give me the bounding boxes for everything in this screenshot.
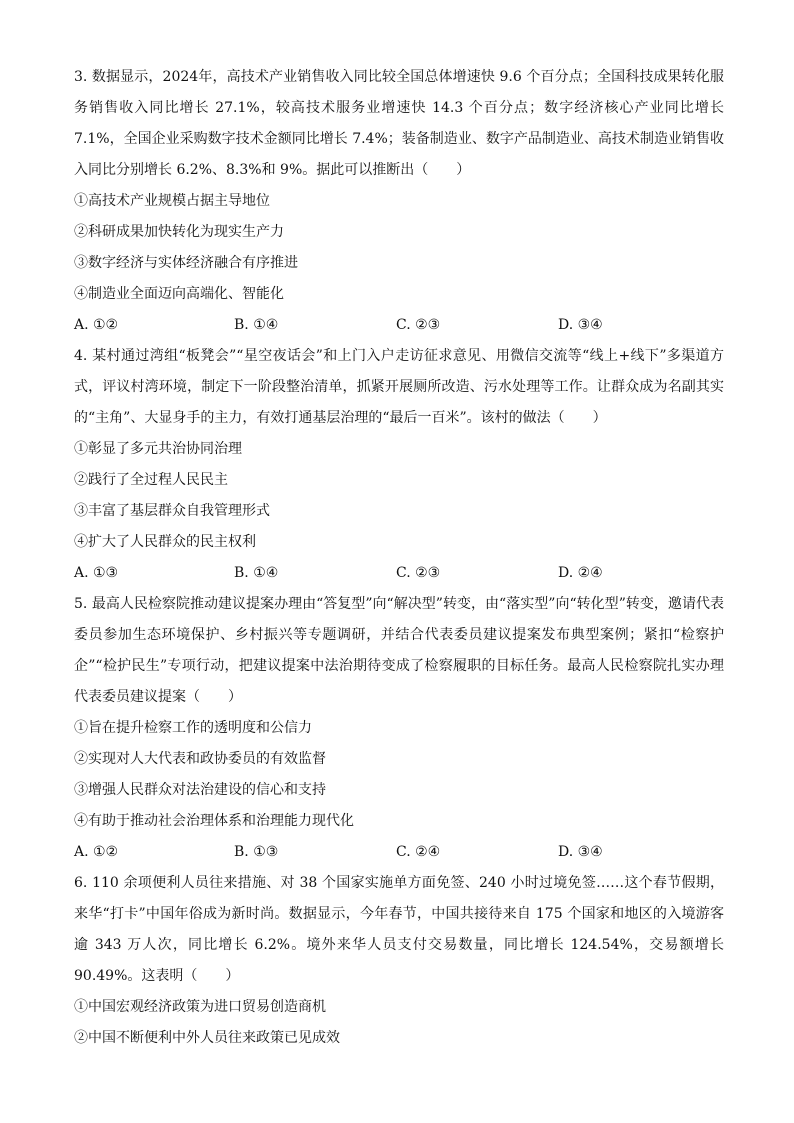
question-4 <box>74 341 724 589</box>
option-d: D. ③④ <box>558 317 603 333</box>
statement: ①旨在提升检察工作的透明度和公信力 <box>74 720 312 736</box>
option-a: A. ①② <box>74 844 119 860</box>
statement: ③数字经济与实体经济融合有序推进 <box>74 255 298 271</box>
option-c: C. ②④ <box>396 844 441 860</box>
option-b: B. ①④ <box>234 565 279 581</box>
question-3 <box>74 62 724 341</box>
option-a: A. ①③ <box>74 565 119 581</box>
answer-options <box>74 558 724 589</box>
question-stem: 4. 某村通过湾组“板凳会”“星空夜话会”和上门入户走访征求意见、用微信交流等“线上+线下”多渠道方式，评议村湾环境，制定下一阶段整治清单，抓紧开展厕所改造、污水处理等工作。让群众成为名副其实的“主角”、大显身手的主力，有效打通基层治理的“最后一百米”。该村的做法（ ） <box>74 348 724 426</box>
statement: ②科研成果加快转化为现实生产力 <box>74 224 284 240</box>
statement: ③丰富了基层群众自我管理形式 <box>74 503 270 519</box>
option-c: C. ②③ <box>396 565 441 581</box>
option-a: A. ①② <box>74 317 119 333</box>
question-5 <box>74 589 724 868</box>
statement: ②实现对人大代表和政协委员的有效监督 <box>74 751 326 767</box>
question-stem: 6. 110 余项便利人员往来措施、对 38 个国家实施单方面免签、240 小时过境免签……这个春节假期，来华“打卡”中国年俗成为新时尚。数据显示，今年春节，中国共接待来自 175 个国家和地区的入境游客逾 343 万人次，同比增长 6.2%。境外来华人员支付交易数量，同比增长 124.54%，交易额增长 90.49%。这表明（ ） <box>74 875 724 984</box>
question-stem: 5. 最高人民检察院推动建议提案办理由“答复型”向“解决型”转变，由“落实型”向“转化型”转变，邀请代表委员参加生态环境保护、乡村振兴等专题调研，并结合代表委员建议提案发布典型案例；紧扣“检察护企”“检护民生”专项行动，把建议提案中法治期待变成了检察履职的目标任务。最高人民检察院扎实办理代表委员建议提案（ ） <box>74 596 724 705</box>
option-c: C. ②③ <box>396 317 441 333</box>
statement: ①高技术产业规模占据主导地位 <box>74 193 270 209</box>
statement: ①彰显了多元共治协同治理 <box>74 441 242 457</box>
statement: ④有助于推动社会治理体系和治理能力现代化 <box>74 813 354 829</box>
option-b: B. ①④ <box>234 317 279 333</box>
document-page <box>74 62 724 1054</box>
statement: ①中国宏观经济政策为进口贸易创造商机 <box>74 999 326 1015</box>
option-b: B. ①③ <box>234 844 279 860</box>
answer-options <box>74 310 724 341</box>
answer-options <box>74 837 724 868</box>
statement: ③增强人民群众对法治建设的信心和支持 <box>74 782 326 798</box>
question-stem: 3. 数据显示，2024年，高技术产业销售收入同比较全国总体增速快 9.6 个百分点；全国科技成果转化服务销售收入同比增长 27.1%，较高技术服务业增速快 14.3 个百分点；数字经济核心产业同比增长 7.1%，全国企业采购数字技术金额同比增长 7.4%；装备制造业、数字产品制造业、高技术制造业销售收入同比分别增长 6.2%、8.3%和 9%。据此可以推断出（ ） <box>74 69 724 178</box>
statement: ④制造业全面迈向高端化、智能化 <box>74 286 284 302</box>
statement: ②中国不断便利中外人员往来政策已见成效 <box>74 1030 340 1046</box>
option-d: D. ③④ <box>558 844 603 860</box>
statement: ②践行了全过程人民民主 <box>74 472 228 488</box>
question-6 <box>74 868 724 1054</box>
option-d: D. ②④ <box>558 565 603 581</box>
statement: ④扩大了人民群众的民主权利 <box>74 534 256 550</box>
